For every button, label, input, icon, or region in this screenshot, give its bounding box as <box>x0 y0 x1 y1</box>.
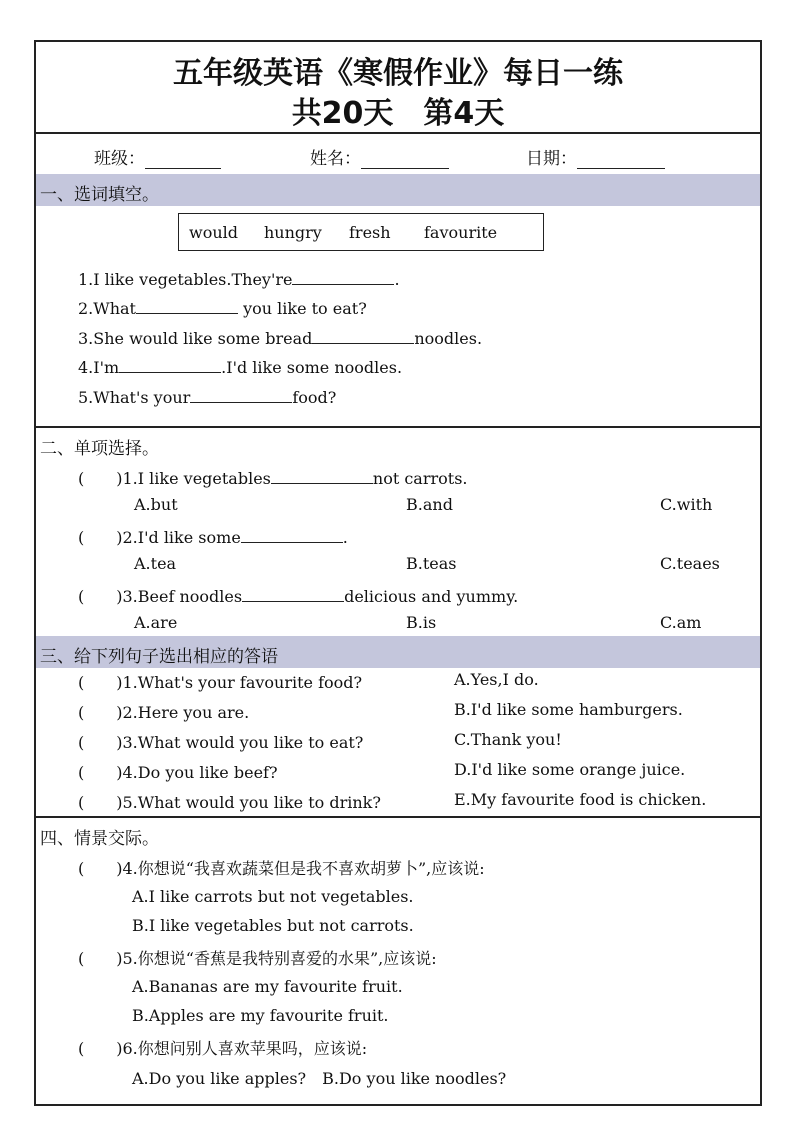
answer-paren[interactable]: ( ) <box>78 859 123 878</box>
s1-q2-tail: you like to eat? <box>237 299 367 318</box>
s3-row-3 <box>78 730 363 753</box>
class-label: 班级： <box>94 149 145 169</box>
answer-paren[interactable]: ( ) <box>78 733 123 752</box>
s2-q2-tail: . <box>342 528 348 547</box>
s1-question-4 <box>78 358 402 377</box>
section1-header <box>36 174 760 206</box>
s1-q4-blank[interactable] <box>119 358 221 373</box>
name-blank[interactable] <box>361 152 449 169</box>
section3-header <box>36 636 760 668</box>
s2-question-1 <box>78 466 468 489</box>
s2-q2-option-b: B.teas <box>406 554 457 573</box>
s2-q1-option-a: A.but <box>134 495 178 514</box>
s3-q1-text: 1.What's your favourite food? <box>122 673 363 692</box>
s4-q5-option-b: B.Apples are my favourite fruit. <box>132 1006 389 1025</box>
section4-header <box>36 818 760 850</box>
s1-q2-blank[interactable] <box>136 299 238 314</box>
s1-question-1 <box>78 270 400 289</box>
s1-q1-tail: . <box>394 270 400 289</box>
page-subtitle: 共20天 第4天 <box>291 96 505 131</box>
s3-q2-text: 2.Here you are. <box>122 703 250 722</box>
answer-paren[interactable]: ( ) <box>78 763 123 782</box>
s3-q3-text: 3.What would you like to eat? <box>122 733 364 752</box>
s2-q3-text: 3.Beef noodles <box>122 587 243 606</box>
s3-answer-d: D.I'd like some orange juice. <box>454 760 686 779</box>
s4-question-5 <box>78 946 437 969</box>
date-label: 日期： <box>526 149 577 169</box>
word-bank-item: would <box>189 223 238 242</box>
s2-q1-blank <box>271 469 373 484</box>
s2-q3-tail: delicious and yummy. <box>344 587 519 606</box>
s3-answer-c: C.Thank you! <box>454 730 562 749</box>
info-row <box>36 132 760 176</box>
word-bank-item: favourite <box>424 223 498 242</box>
section2-header <box>36 428 760 460</box>
s2-question-2 <box>78 525 348 548</box>
s2-q3-blank <box>242 587 344 602</box>
name-label: 姓名： <box>310 149 361 169</box>
s2-question-3 <box>78 584 518 607</box>
s3-answer-b: B.I'd like some hamburgers. <box>454 700 683 719</box>
s4-question-6 <box>78 1036 367 1059</box>
s2-q2-option-c: C.teaes <box>660 554 720 573</box>
answer-paren[interactable]: ( ) <box>78 587 123 606</box>
date-blank[interactable] <box>577 152 665 169</box>
s4-q6-text: 6.你想问别人喜欢苹果吗，应该说: <box>122 1039 368 1058</box>
section3-heading: 三、给下列句子选出相应的答语 <box>40 647 278 667</box>
section4-heading: 四、情景交际。 <box>40 829 159 849</box>
s2-q3-option-b: B.is <box>406 613 437 632</box>
s2-q2-option-a: A.tea <box>134 554 177 573</box>
s4-q4-text: 4.你想说“我喜欢蔬菜但是我不喜欢胡萝卜”,应该说: <box>122 859 485 878</box>
word-bank-item: hungry <box>264 223 322 242</box>
s1-q3-blank[interactable] <box>312 329 414 344</box>
s1-q1-text: 1.I like vegetables.They're <box>78 270 293 289</box>
class-field[interactable] <box>94 144 221 169</box>
s3-row-5 <box>78 790 381 813</box>
s1-q4-tail: .I'd like some noodles. <box>221 358 403 377</box>
date-field[interactable] <box>526 144 665 169</box>
s4-q4-option-a: A.I like carrots but not vegetables. <box>132 887 414 906</box>
s2-q3-option-a: A.are <box>134 613 178 632</box>
s1-q5-blank[interactable] <box>190 388 292 403</box>
section1-heading: 一、选词填空。 <box>40 185 159 205</box>
class-blank[interactable] <box>145 152 221 169</box>
s2-q2-text: 2.I'd like some <box>122 528 241 547</box>
s3-q5-text: 5.What would you like to drink? <box>122 793 381 812</box>
name-field[interactable] <box>310 144 449 169</box>
answer-paren[interactable]: ( ) <box>78 1039 123 1058</box>
page-title: 五年级英语《寒假作业》每日一练 <box>173 56 623 91</box>
s4-q6-options: A.Do you like apples? B.Do you like noodles? <box>132 1069 507 1088</box>
word-bank <box>178 213 544 251</box>
s1-question-5 <box>78 388 336 407</box>
s1-q1-blank[interactable] <box>292 270 394 285</box>
s2-q1-option-c: C.with <box>660 495 713 514</box>
s3-answer-a: A.Yes,I do. <box>454 670 539 689</box>
s2-q2-blank <box>241 528 343 543</box>
title-box <box>36 42 760 134</box>
s2-q3-option-c: C.am <box>660 613 702 632</box>
s1-q3-tail: noodles. <box>414 329 483 348</box>
s3-row-1 <box>78 670 362 693</box>
answer-paren[interactable]: ( ) <box>78 793 123 812</box>
s3-row-2 <box>78 700 249 723</box>
s3-row-4 <box>78 760 278 783</box>
s4-q4-option-b: B.I like vegetables but not carrots. <box>132 916 414 935</box>
s2-q1-tail: not carrots. <box>372 469 468 488</box>
s1-q3-text: 3.She would like some bread <box>78 329 313 348</box>
worksheet <box>34 40 762 1106</box>
s4-q5-option-a: A.Bananas are my favourite fruit. <box>132 977 403 996</box>
s1-q4-text: 4.I'm <box>78 358 120 377</box>
s4-q5-text: 5.你想说“香蕉是我特别喜爱的水果”,应该说: <box>122 949 437 968</box>
s1-q5-text: 5.What's your <box>78 388 191 407</box>
answer-paren[interactable]: ( ) <box>78 673 123 692</box>
s2-q1-option-b: B.and <box>406 495 453 514</box>
section2-heading: 二、单项选择。 <box>40 439 159 459</box>
answer-paren[interactable]: ( ) <box>78 469 123 488</box>
s2-q1-text: 1.I like vegetables <box>122 469 271 488</box>
s3-q4-text: 4.Do you like beef? <box>122 763 278 782</box>
s1-question-2 <box>78 299 367 318</box>
answer-paren[interactable]: ( ) <box>78 528 123 547</box>
s1-question-3 <box>78 329 482 348</box>
s4-question-4 <box>78 856 485 879</box>
s1-q2-text: 2.What <box>78 299 136 318</box>
s1-q5-tail: food? <box>292 388 337 407</box>
answer-paren[interactable]: ( ) <box>78 703 123 722</box>
s3-answer-e: E.My favourite food is chicken. <box>454 790 707 809</box>
answer-paren[interactable]: ( ) <box>78 949 123 968</box>
word-bank-item: fresh <box>349 223 391 242</box>
